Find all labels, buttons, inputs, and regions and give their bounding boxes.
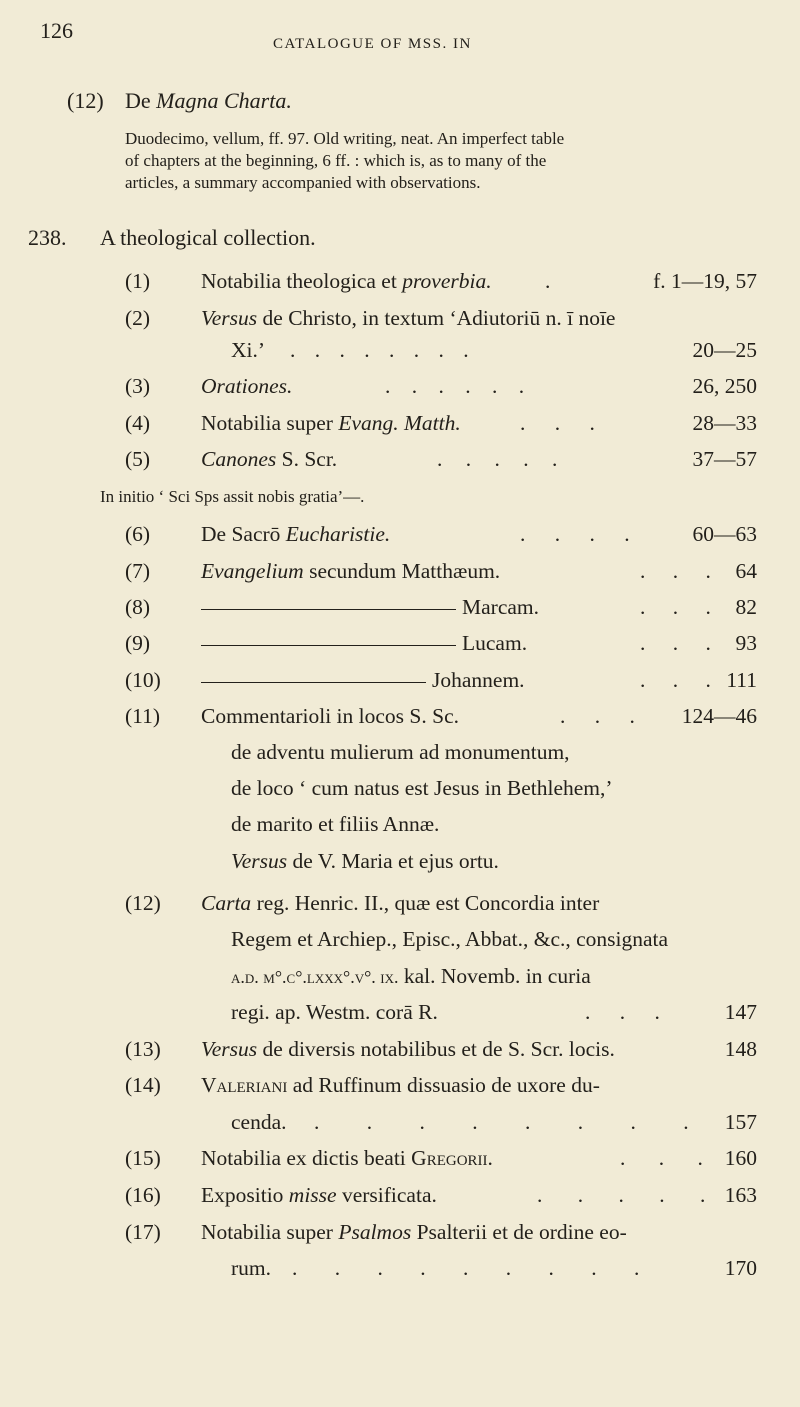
leader-dots: . . . — [560, 704, 647, 728]
folio-ref: 26, 250 — [692, 374, 757, 398]
item-number: (9) — [125, 631, 151, 655]
page-number: 126 — [40, 18, 73, 43]
item-text: Orationes. — [201, 374, 293, 398]
item-text: Carta reg. Henric. II., quæ est Concordia inter — [201, 891, 600, 915]
leader-dots: . . . . . — [537, 1183, 721, 1207]
item-number: (8) — [125, 595, 151, 619]
item-number: (1) — [125, 269, 151, 293]
leader-dots: . . . . — [520, 522, 642, 546]
folio-ref: 160 — [724, 1146, 757, 1170]
item-number: (12) — [125, 891, 161, 915]
folio-ref: 148 — [724, 1037, 757, 1061]
leader-dots: . . . — [640, 595, 722, 619]
leader-dots: . . . . . . . . . — [292, 1256, 656, 1280]
item-text-continued: Regem et Archiep., Episc., Abbat., &c., consignata — [231, 927, 669, 951]
folio-ref: 20—25 — [692, 338, 757, 362]
item-text: Notabilia ex dictis beati Gregorii. — [201, 1146, 493, 1170]
item-number: (5) — [125, 447, 151, 471]
item-number: (17) — [125, 1220, 161, 1244]
leader-dots: . . . . . — [437, 447, 567, 471]
leader-dots: . — [545, 269, 551, 293]
folio-ref: f. 1—19, 57 — [653, 269, 757, 293]
leader-dots: . . . — [640, 559, 722, 583]
leader-dots: . . . . . . — [385, 374, 533, 398]
item-text-continued: cenda. — [231, 1110, 287, 1134]
sub-entry: de loco ‘ cum natus est Jesus in Bethlehem,’ — [231, 776, 613, 800]
leader-dots: . . . . . . . . — [290, 338, 476, 362]
folio-ref: 163 — [724, 1183, 757, 1207]
ditto-rule — [201, 682, 426, 683]
leader-dots: . . . — [585, 1000, 672, 1024]
item-text: Lucam. — [201, 631, 527, 656]
item-text: Johannem. — [201, 668, 525, 693]
folio-ref: 157 — [724, 1110, 757, 1134]
prev-item-description: Duodecimo, vellum, ff. 97. Old writing, neat. An imperfect table of chapters at the beginning, 6 ff. : which is, as to many of the articles, a summary accompanied with observations. — [125, 129, 565, 192]
item-text: Notabilia theologica et proverbia. — [201, 269, 492, 293]
leader-dots: . . . . . . . . — [314, 1110, 710, 1134]
folio-ref: 93 — [735, 631, 757, 655]
item-number: (6) — [125, 522, 151, 546]
item-number: (13) — [125, 1037, 161, 1061]
folio-ref: 124—46 — [681, 704, 757, 728]
item-text: Valeriani ad Ruffinum dissuasio de uxore du- — [201, 1073, 600, 1097]
sub-entry: Versus de V. Maria et ejus ortu. — [231, 849, 499, 873]
item-number: (11) — [125, 704, 161, 728]
prev-item-number: (12) — [67, 88, 104, 113]
incipit-note: In initio ‘ Sci Sps assit nobis gratia’—. — [100, 487, 365, 506]
item-text: Versus de diversis notabilibus et de S. Scr. locis. — [201, 1037, 615, 1061]
leader-dots: . . . — [640, 631, 722, 655]
item-text: Versus de Christo, in textum ‘Adiutoriū n. ī noīe — [201, 306, 616, 330]
running-title: CATALOGUE OF MSS. IN — [273, 36, 472, 52]
item-text: Expositio misse versificata. — [201, 1183, 437, 1207]
item-text-continued: rum. — [231, 1256, 272, 1280]
item-number: (16) — [125, 1183, 161, 1207]
leader-dots: . . . — [520, 411, 607, 435]
manuscript-title: A theological collection. — [100, 225, 316, 250]
item-text: Canones S. Scr. — [201, 447, 338, 471]
item-text: De Sacrō Eucharistie. — [201, 522, 391, 546]
item-number: (3) — [125, 374, 151, 398]
prev-item-title: De Magna Charta. — [125, 88, 292, 113]
sub-entry: de marito et filiis Annæ. — [231, 812, 440, 836]
ditto-rule — [201, 645, 456, 646]
item-text: Marcam. — [201, 595, 539, 620]
folio-ref: 28—33 — [692, 411, 757, 435]
item-number: (4) — [125, 411, 151, 435]
item-text: Notabilia super Psalmos Psalterii et de ordine eo- — [201, 1220, 627, 1244]
item-number: (10) — [125, 668, 161, 692]
folio-ref: 82 — [735, 595, 757, 619]
item-text: Notabilia super Evang. Matth. — [201, 411, 461, 435]
ditto-rule — [201, 609, 456, 610]
folio-ref: 37—57 — [692, 447, 757, 471]
item-number: (15) — [125, 1146, 161, 1170]
folio-ref: 60—63 — [692, 522, 757, 546]
folio-ref: 170 — [724, 1256, 757, 1280]
item-text: Evangelium secundum Matthæum. — [201, 559, 501, 583]
item-number: (14) — [125, 1073, 161, 1097]
manuscript-number: 238. — [28, 225, 67, 250]
item-number: (2) — [125, 306, 151, 330]
folio-ref: 111 — [726, 668, 757, 692]
item-text-continued: Xi.’ — [231, 338, 266, 362]
folio-ref: 64 — [735, 559, 757, 583]
item-text: Commentarioli in locos S. Sc. — [201, 704, 459, 728]
leader-dots: . . . — [640, 668, 722, 692]
item-number: (7) — [125, 559, 151, 583]
sub-entry: de adventu mulierum ad monumentum, — [231, 740, 570, 764]
folio-ref: 147 — [724, 1000, 757, 1024]
item-text-continued: regi. ap. Westm. corā R. — [231, 1000, 438, 1024]
leader-dots: . . . — [620, 1146, 717, 1170]
item-text-continued: a.d. m°.c°.lxxx°.v°. ix. kal. Novemb. in curia — [231, 964, 591, 988]
